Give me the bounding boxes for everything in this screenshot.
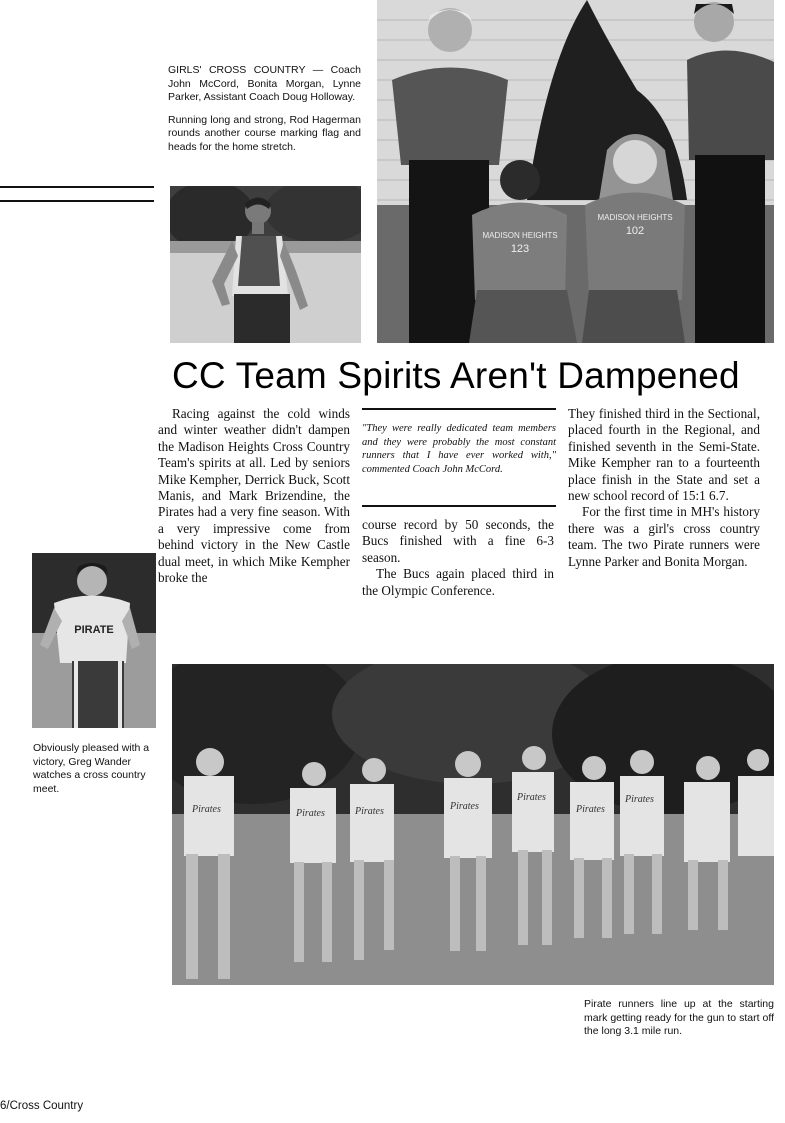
page-headline: CC Team Spirits Aren't Dampened [172, 355, 740, 396]
body-column-3 [568, 406, 760, 570]
jersey-text-2: Pirates [296, 808, 325, 819]
shirt-text-1: MADISON HEIGHTS [482, 231, 558, 240]
greg-wander-photo [32, 553, 156, 728]
body-column-2 [362, 517, 554, 599]
shirt-number-1: 123 [510, 243, 530, 255]
girls-team-photo [377, 0, 774, 343]
jersey-text-4: Pirates [450, 801, 479, 812]
left-double-rule-bottom [0, 200, 154, 202]
body-paragraph-2b: The Bucs again placed third in the Olympic Conference. [362, 566, 554, 598]
jersey-text-1: Pirates [192, 804, 221, 815]
pull-quote: "They were really dedicated team members and they were probably the most constant runners that I have ever worked with," commented Coach John McCord. [362, 423, 556, 475]
starting-line-photo [172, 664, 774, 985]
wander-caption: Obviously pleased with a victory, Greg Wander watches a cross country meet. [33, 742, 150, 795]
left-double-rule-top [0, 186, 154, 188]
body-paragraph-3b: For the first time in MH's history there was a girl's cross country team. The two Pirate runners were Lynne Parker and Bonita Morgan. [568, 504, 760, 569]
jersey-text-7: Pirates [625, 794, 654, 805]
girls-team-caption: GIRLS' CROSS COUNTRY — Coach John McCord, Bonita Morgan, Lynne Parker, Assistant Coach Doug Holloway. [168, 64, 361, 103]
top-captions [168, 64, 361, 163]
pull-quote-rule-bottom [362, 505, 556, 507]
hagerman-photo [170, 186, 361, 343]
pirate-shirt-text: PIRATE [74, 624, 114, 636]
shirt-text-2: MADISON HEIGHTS [597, 213, 673, 222]
body-column-1 [158, 406, 350, 586]
shirt-number-2: 102 [625, 225, 645, 237]
jersey-text-6: Pirates [576, 804, 605, 815]
starting-line-caption: Pirate runners line up at the starting mark getting ready for the gun to start off the long 3.1 mile run. [584, 998, 774, 1037]
hagerman-caption: Running long and strong, Rod Hagerman rounds another course marking flag and heads for the home stretch. [168, 113, 361, 153]
body-paragraph-1: Racing against the cold winds and winter weather didn't dampen the Madison Heights Cross Country Team's spirits at all. Led by seniors Mike Kempher, Derrick Buck, Scott Manis, and Mark Brizendine, the Pirates had a very fine season. With a very impressive come from behind victory in the New Castle dual meet, in which Mike Kempher broke the [158, 406, 350, 586]
page-folio: 6/Cross Country [0, 1100, 84, 1112]
pull-quote-rule-top [362, 408, 556, 410]
jersey-text-3: Pirates [355, 806, 384, 817]
body-paragraph-2a: course record by 50 seconds, the Bucs finished with a fine 6-3 season. [362, 517, 554, 565]
jersey-text-5: Pirates [517, 792, 546, 803]
body-paragraph-3a: They finished third in the Sectional, placed fourth in the Regional, and finished seventh in the Semi-State. Mike Kempher ran to a fourteenth place finish in the State and set a new school record of 15:1 6.7. [568, 406, 760, 504]
